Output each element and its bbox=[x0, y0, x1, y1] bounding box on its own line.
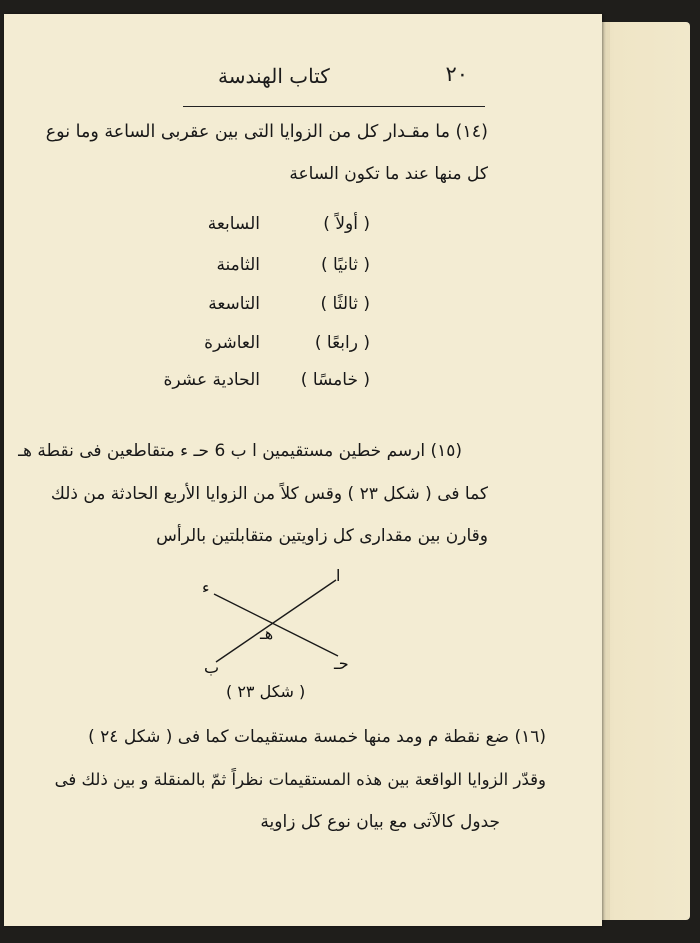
list-ordinal: ( أولاً ) bbox=[323, 214, 370, 234]
exercise-16-line-1: (١٦) ضع نقطة م ومد منها خمسة مستقيمات كما فى ( شكل ٢٤ ) bbox=[88, 727, 546, 747]
list-item bbox=[70, 333, 370, 359]
list-hour: الثامنة bbox=[216, 255, 260, 275]
list-hour: العاشرة bbox=[204, 333, 260, 353]
page-stack-edge bbox=[596, 22, 690, 920]
point-a-label: ا bbox=[336, 566, 341, 585]
list-item bbox=[70, 255, 370, 281]
point-e-label: هـ bbox=[260, 624, 274, 643]
list-ordinal: ( ثالثًا ) bbox=[320, 294, 370, 314]
book-page bbox=[4, 14, 602, 926]
list-item bbox=[70, 294, 370, 320]
exercise-16-line-3: جدول كالآتى مع بيان نوع كل زاوية bbox=[260, 812, 500, 832]
exercise-15-line-2: كما فى ( شكل ٢٣ ) وقس كلاً من الزوايا الأربع الحادثة من ذلك bbox=[50, 484, 488, 504]
exercise-15-line-1: (١٥) ارسم خطين مستقيمين ا ب 6 حـ ء متقاطعين فى نقطة هـ bbox=[18, 441, 462, 461]
list-ordinal: ( خامسًا ) bbox=[300, 370, 370, 390]
list-ordinal: ( ثانيًا ) bbox=[320, 255, 370, 275]
figure-caption: ( شكل ٢٣ ) bbox=[226, 682, 306, 701]
point-b-label: ب bbox=[204, 658, 220, 677]
exercise-15-line-3: وقارن بين مقدارى كل زاويتين متقابلتين بالرأس bbox=[156, 526, 488, 546]
list-hour: السابعة bbox=[207, 214, 260, 234]
point-c-label: حـ bbox=[334, 654, 349, 673]
list-hour: الحادية عشرة bbox=[163, 370, 260, 390]
list-item bbox=[70, 214, 370, 240]
page-number: ٢٠ bbox=[445, 62, 468, 86]
page-header bbox=[182, 58, 482, 98]
figure-23 bbox=[186, 558, 366, 678]
point-d-label: ء bbox=[202, 578, 210, 597]
list-ordinal: ( رابعًا ) bbox=[314, 333, 370, 353]
list-hour: التاسعة bbox=[208, 294, 260, 314]
book-title: كتاب الهندسة bbox=[218, 64, 330, 88]
exercise-14-line-1: (١٤) ما مقـدار كل من الزوايا التى بين عقربى الساعة وما نوع bbox=[45, 122, 488, 142]
exercise-16-line-2: وقدّر الزوايا الواقعة بين هذه المستقيمات نظراً ثمّ بالمنقلة و بين ذلك فى bbox=[54, 770, 546, 789]
header-rule bbox=[183, 106, 485, 107]
line-cd bbox=[214, 594, 338, 656]
exercise-14-line-2: كل منها عند ما تكون الساعة bbox=[289, 164, 488, 184]
line-ab bbox=[216, 580, 336, 662]
list-item bbox=[70, 370, 370, 396]
